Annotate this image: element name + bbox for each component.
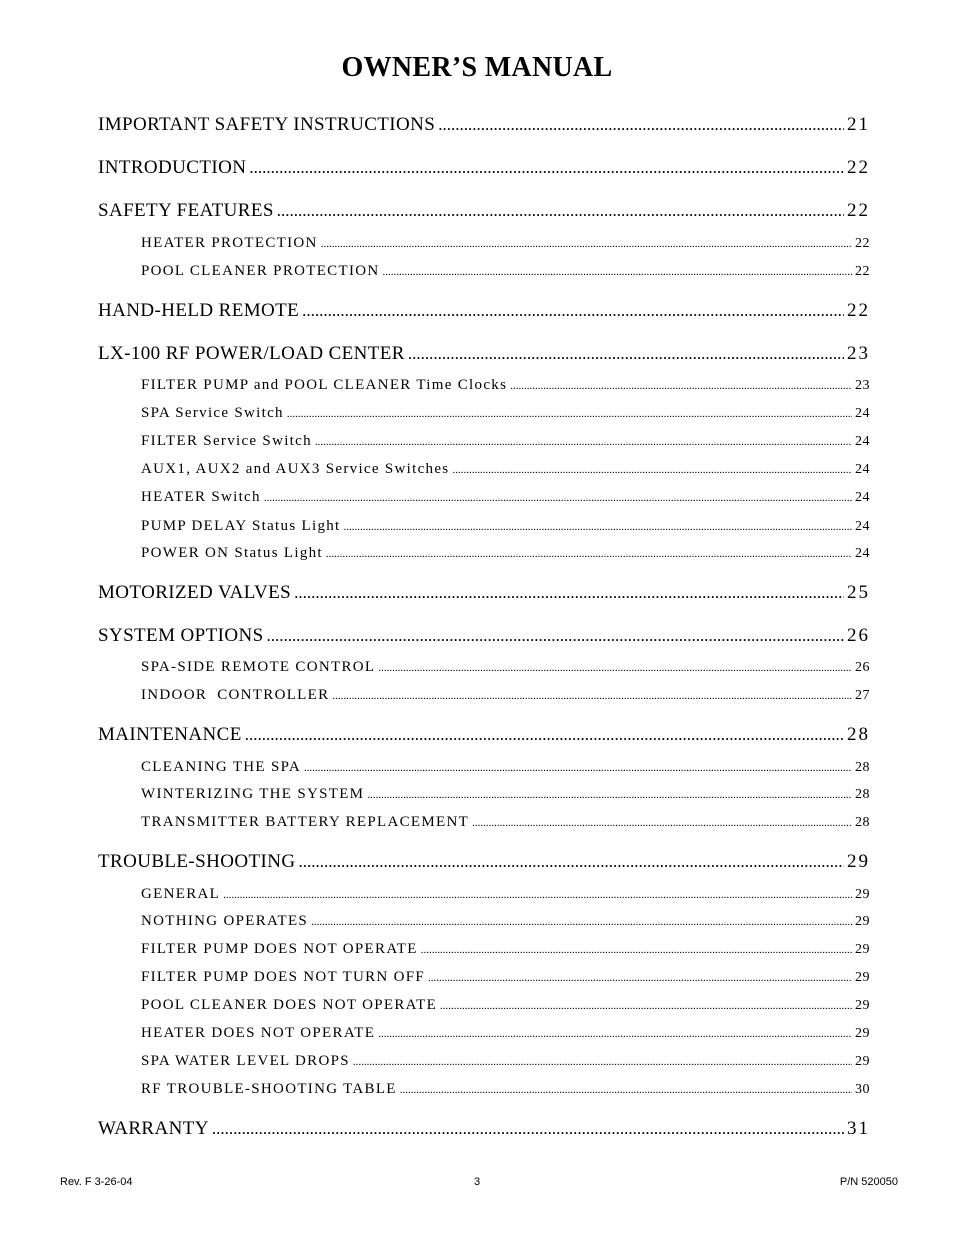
- dot-leader: [440, 997, 852, 1014]
- toc-entry-page: 28: [855, 787, 870, 802]
- dot-leader: [302, 300, 844, 322]
- toc-entry-label: GENERAL: [141, 886, 221, 902]
- dot-leader: [311, 913, 852, 930]
- dot-leader: [287, 405, 852, 422]
- toc-entry-page: 26: [847, 625, 870, 646]
- toc-subentry: [141, 969, 870, 986]
- dot-leader: [438, 114, 844, 136]
- toc-entry-label: WINTERIZING THE SYSTEM: [141, 786, 365, 802]
- dot-leader: [294, 582, 844, 604]
- toc-subentry: [141, 235, 870, 252]
- toc-subentry: [141, 1053, 870, 1070]
- toc-entry-label: IMPORTANT SAFETY INSTRUCTIONS: [98, 114, 436, 135]
- toc-entry-page: 24: [855, 490, 870, 505]
- toc-entry-label: FILTER PUMP DOES NOT TURN OFF: [141, 969, 426, 985]
- toc-entry-label: SPA-SIDE REMOTE CONTROL: [141, 659, 376, 675]
- toc-entry-label: RF TROUBLE-SHOOTING TABLE: [141, 1081, 397, 1097]
- toc-entry: [98, 157, 870, 179]
- footer-page-number: 3: [473, 1176, 481, 1188]
- toc-entry: [98, 724, 870, 746]
- toc-entry-page: 24: [855, 462, 870, 477]
- toc-entry-page: 30: [855, 1082, 870, 1097]
- dot-leader: [212, 1118, 844, 1140]
- toc-entry-page: 29: [855, 970, 870, 985]
- dot-leader: [378, 1025, 852, 1042]
- toc-entry-label: SPA Service Switch: [141, 405, 284, 421]
- toc-subentry: [141, 687, 870, 704]
- dot-leader: [304, 759, 852, 776]
- toc-entry: [98, 625, 870, 647]
- toc-entry-page: 22: [855, 236, 870, 251]
- toc-entry-label: INDOOR CONTROLLER: [141, 687, 330, 703]
- toc-subentry: [141, 759, 870, 776]
- dot-leader: [245, 724, 844, 746]
- toc-entry-page: 22: [855, 264, 870, 279]
- toc-entry-page: 21: [847, 114, 870, 135]
- toc-entry-page: 31: [847, 1118, 870, 1139]
- dot-leader: [472, 814, 852, 831]
- toc-entry-label: FILTER PUMP and POOL CLEANER Time Clocks: [141, 377, 508, 393]
- toc-entry-label: PUMP DELAY Status Light: [141, 518, 341, 534]
- toc-entry: [98, 343, 870, 365]
- toc-entry-page: 22: [847, 157, 870, 178]
- dot-leader: [267, 625, 844, 647]
- toc-entry-page: 27: [855, 688, 870, 703]
- dot-leader: [400, 1081, 852, 1098]
- toc-entry-label: POWER ON Status Light: [141, 545, 323, 561]
- dot-leader: [408, 343, 844, 365]
- dot-leader: [367, 786, 852, 803]
- dot-leader: [428, 969, 852, 986]
- toc-subentry: [141, 405, 870, 422]
- toc-entry-page: 29: [855, 942, 870, 957]
- toc-entry-page: 29: [855, 1054, 870, 1069]
- toc-entry-page: 23: [847, 343, 870, 364]
- toc-entry-label: FILTER PUMP DOES NOT OPERATE: [141, 941, 418, 957]
- toc-entry-label: AUX1, AUX2 and AUX3 Service Switches: [141, 461, 450, 477]
- toc-entry-label: POOL CLEANER PROTECTION: [141, 263, 380, 279]
- toc-entry-label: HEATER DOES NOT OPERATE: [141, 1025, 376, 1041]
- dot-leader: [332, 687, 852, 704]
- dot-leader: [264, 489, 852, 506]
- toc-entry-label: POOL CLEANER DOES NOT OPERATE: [141, 997, 438, 1013]
- toc-subentry: [141, 1081, 870, 1098]
- dot-leader: [452, 461, 852, 478]
- dot-leader: [326, 545, 852, 562]
- dot-leader: [510, 377, 852, 394]
- toc-entry-page: 26: [855, 660, 870, 675]
- dot-leader: [321, 235, 852, 252]
- toc-entry-page: 28: [855, 760, 870, 775]
- toc-subentry: [141, 1025, 870, 1042]
- toc-entry-page: 28: [855, 815, 870, 830]
- toc-subentry: [141, 886, 870, 903]
- toc-entry-label: MAINTENANCE: [98, 724, 242, 745]
- dot-leader: [421, 941, 852, 958]
- toc-entry: [98, 200, 870, 222]
- dot-leader: [298, 851, 844, 873]
- toc-entry-page: 29: [855, 914, 870, 929]
- toc-entry-label: TRANSMITTER BATTERY REPLACEMENT: [141, 814, 470, 830]
- toc-subentry: [141, 545, 870, 562]
- toc-subentry: [141, 786, 870, 803]
- toc-entry-label: MOTORIZED VALVES: [98, 582, 292, 603]
- toc-subentry: [141, 913, 870, 930]
- toc-subentry: [141, 433, 870, 450]
- toc-entry-page: 24: [855, 406, 870, 421]
- toc-entry-page: 29: [855, 1026, 870, 1041]
- toc-entry-page: 23: [855, 378, 870, 393]
- dot-leader: [378, 659, 852, 676]
- toc-entry-page: 29: [855, 887, 870, 902]
- toc-entry-label: NOTHING OPERATES: [141, 913, 309, 929]
- toc-entry: [98, 114, 870, 136]
- toc-entry: [98, 582, 870, 604]
- toc-entry-page: 24: [855, 546, 870, 561]
- toc-subentry: [141, 997, 870, 1014]
- toc-entry-page: 24: [855, 434, 870, 449]
- toc-subentry: [141, 814, 870, 831]
- dot-leader: [249, 157, 844, 179]
- toc-entry-page: 29: [847, 851, 870, 872]
- toc-entry-label: TROUBLE-SHOOTING: [98, 851, 296, 872]
- toc-subentry: [141, 659, 870, 676]
- dot-leader: [223, 886, 852, 903]
- toc-entry: [98, 300, 870, 322]
- toc-entry-page: 25: [847, 582, 870, 603]
- footer-revision: Rev. F 3-26-04: [60, 1176, 133, 1188]
- toc-subentry: [141, 941, 870, 958]
- toc-entry-label: HEATER PROTECTION: [141, 235, 318, 251]
- toc-entry-page: 29: [855, 998, 870, 1013]
- dot-leader: [383, 263, 852, 280]
- toc-entry-page: 22: [847, 300, 870, 321]
- toc-entry-label: HEATER Switch: [141, 489, 261, 505]
- toc-entry-label: HAND-HELD REMOTE: [98, 300, 300, 321]
- toc-entry: [98, 1118, 870, 1140]
- dot-leader: [344, 518, 852, 535]
- toc-entry-page: 24: [855, 519, 870, 534]
- dot-leader: [315, 433, 852, 450]
- toc-subentry: [141, 518, 870, 535]
- footer-part-number: P/N 520050: [839, 1176, 898, 1188]
- toc-subentry: [141, 489, 870, 506]
- toc-entry-label: LX-100 RF POWER/LOAD CENTER: [98, 343, 405, 364]
- toc-entry-label: FILTER Service Switch: [141, 433, 312, 449]
- toc-entry-label: WARRANTY: [98, 1118, 209, 1139]
- toc-entry: [98, 851, 870, 873]
- toc-entry-label: SYSTEM OPTIONS: [98, 625, 264, 646]
- dot-leader: [353, 1053, 852, 1070]
- toc-entry-label: SAFETY FEATURES: [98, 200, 274, 221]
- toc-subentry: [141, 263, 870, 280]
- page-title: OWNER’S MANUAL: [341, 52, 613, 83]
- toc-subentry: [141, 377, 870, 394]
- dot-leader: [277, 200, 844, 222]
- toc-entry-label: SPA WATER LEVEL DROPS: [141, 1053, 350, 1069]
- toc-entry-label: INTRODUCTION: [98, 157, 247, 178]
- toc-subentry: [141, 461, 870, 478]
- toc-entry-page: 22: [847, 200, 870, 221]
- toc-entry-label: CLEANING THE SPA: [141, 759, 301, 775]
- toc-entry-page: 28: [847, 724, 870, 745]
